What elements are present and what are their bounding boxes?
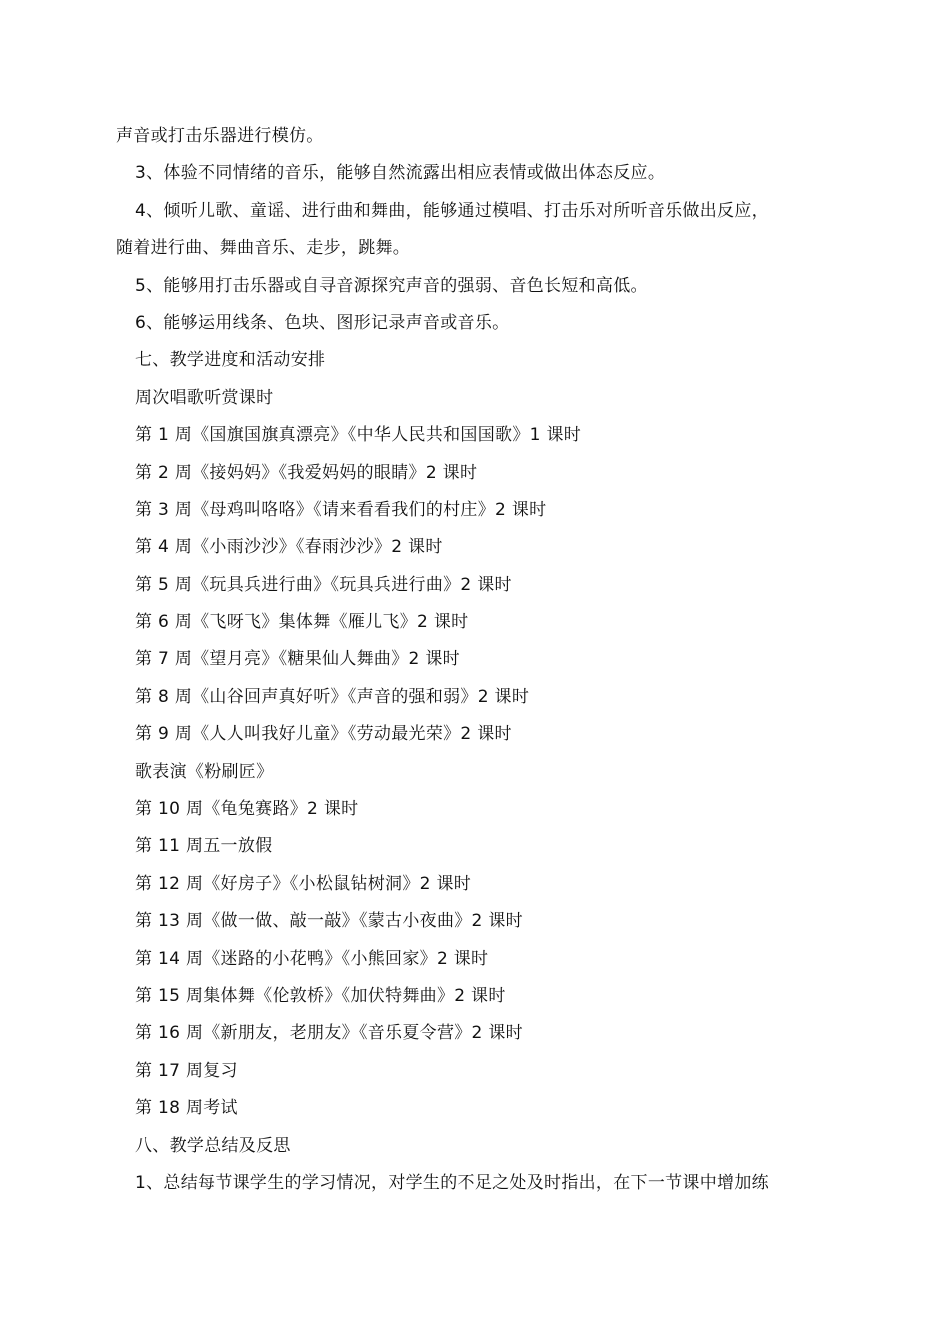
schedule-row: 第 11 周五一放假 — [135, 836, 273, 857]
schedule-row: 第 9 周《人人叫我好儿童》《劳动最光荣》2 课时 — [135, 724, 512, 745]
schedule-row: 第 15 周集体舞《伦敦桥》《加伏特舞曲》2 课时 — [135, 985, 506, 1006]
schedule-row: 第 18 周考试 — [135, 1098, 238, 1119]
text-line: 4、倾听儿歌、童谣、进行曲和舞曲，能够通过模唱、打击乐对所听音乐做出反应， — [135, 200, 769, 221]
document-body — [116, 118, 846, 1202]
text-line: 随着进行曲、舞曲音乐、走步，跳舞。 — [116, 238, 411, 259]
schedule-row: 第 14 周《迷路的小花鸭》《小熊回家》2 课时 — [135, 948, 489, 969]
schedule-row: 第 16 周《新朋友，老朋友》《音乐夏令营》2 课时 — [135, 1023, 523, 1044]
text-line: 6、能够运用线条、色块、图形记录声音或音乐。 — [135, 312, 510, 333]
schedule-row: 第 12 周《好房子》《小松鼠钻树洞》2 课时 — [135, 873, 472, 894]
schedule-row: 第 10 周《龟兔赛路》2 课时 — [135, 799, 359, 820]
schedule-row: 第 1 周《国旗国旗真漂亮》《中华人民共和国国歌》1 课时 — [135, 425, 582, 446]
schedule-header: 周次唱歌听赏课时 — [135, 387, 274, 408]
schedule-row: 第 6 周《飞呀飞》集体舞《雁儿飞》2 课时 — [135, 612, 469, 633]
schedule-row: 第 7 周《望月亮》《糖果仙人舞曲》2 课时 — [135, 649, 460, 670]
schedule-row: 歌表演《粉刷匠》 — [135, 761, 274, 782]
schedule-row: 第 17 周复习 — [135, 1060, 238, 1081]
schedule-row: 第 3 周《母鸡叫咯咯》《请来看看我们的村庄》2 课时 — [135, 499, 547, 520]
schedule-row: 第 4 周《小雨沙沙》《春雨沙沙》2 课时 — [135, 537, 443, 558]
section-heading: 七、教学进度和活动安排 — [135, 350, 326, 371]
text-line: 1、总结每节课学生的学习情况，对学生的不足之处及时指出，在下一节课中增加练 — [135, 1172, 769, 1193]
schedule-row: 第 2 周《接妈妈》《我爱妈妈的眼睛》2 课时 — [135, 462, 478, 483]
text-line: 3、体验不同情绪的音乐，能够自然流露出相应表情或做出体态反应。 — [135, 163, 666, 184]
section-heading: 八、教学总结及反思 — [135, 1135, 291, 1156]
text-line: 5、能够用打击乐器或自寻音源探究声音的强弱、音色长短和高低。 — [135, 275, 648, 296]
schedule-row: 第 5 周《玩具兵进行曲》《玩具兵进行曲》2 课时 — [135, 574, 512, 595]
text-line: 声音或打击乐器进行模仿。 — [116, 126, 324, 146]
schedule-row: 第 8 周《山谷回声真好听》《声音的强和弱》2 课时 — [135, 686, 530, 707]
schedule-row: 第 13 周《做一做、敲一敲》《蒙古小夜曲》2 课时 — [135, 911, 523, 932]
